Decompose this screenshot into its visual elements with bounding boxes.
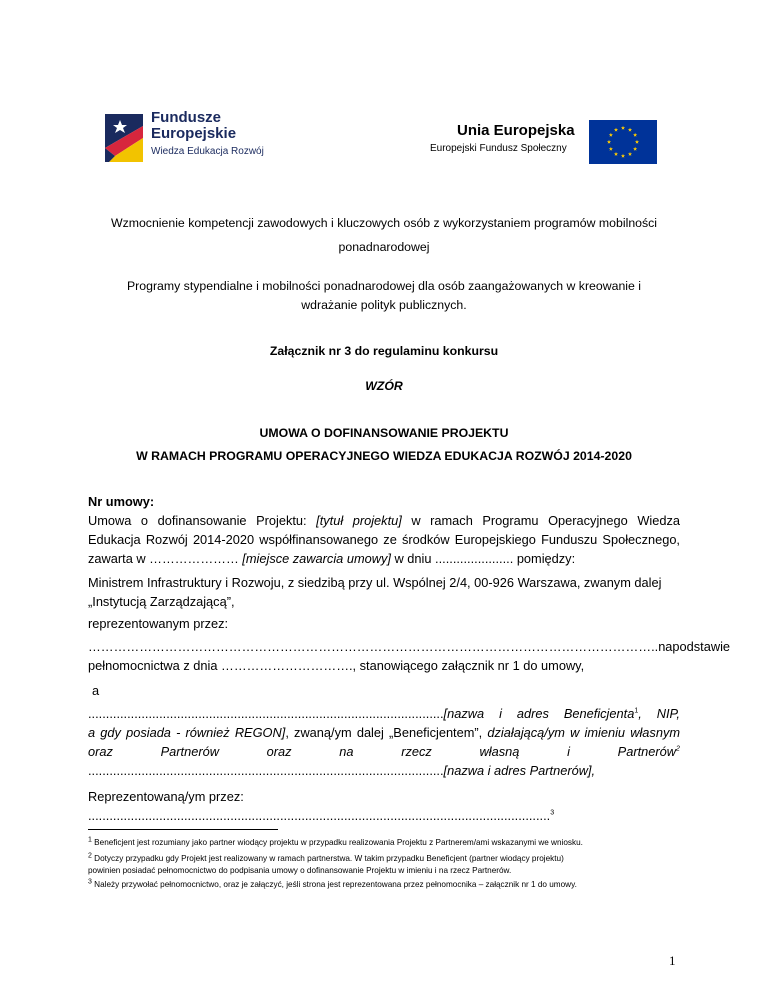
footnote-ref-1: 1 <box>634 707 639 715</box>
footnote-3-number: 3 <box>88 878 92 886</box>
footnote-2-text: Dotyczy przypadku gdy Projekt jest realizowany w ramach partnerstwa. W takim przypadku Beneficjent (partner wiodący projektu) <box>91 854 564 863</box>
p5-word: rzecz <box>401 744 432 759</box>
program-title-line2: wdrażanie polityk publicznych. <box>301 298 467 312</box>
p5-word: Partnerów <box>160 744 219 759</box>
program-title-line1: Programy stypendialne i mobilności ponadnarodowej dla osób zaangażowanych w kreowanie i <box>126 279 642 293</box>
fundusze-europejskie-mark-icon <box>103 112 145 164</box>
eu-logo-name: Unia Europejska <box>457 122 575 139</box>
footnote-3 <box>88 879 680 890</box>
dotted-line: .................................................................................................................................. <box>88 808 551 823</box>
p5-word: własną <box>479 744 520 759</box>
fe-logo-subtitle: Wiedza Edukacja Rozwój <box>151 146 264 157</box>
paragraph-1-line3 <box>88 549 680 568</box>
project-title-placeholder: [tytuł projektu] <box>316 513 402 528</box>
regon-placeholder: a gdy posiada - również REGON] <box>88 725 286 740</box>
paragraph-5-line2 <box>88 723 680 742</box>
eu-logo-subtitle: Europejski Fundusz Społeczny <box>430 143 567 154</box>
represented-by-label: reprezentowanym przez: <box>88 616 229 631</box>
paragraph-2-line2: „Instytucją Zarządzającą”, <box>88 594 235 609</box>
wzor-heading: WZÓR <box>365 379 403 393</box>
footnote-ref-2: 2 <box>676 745 680 753</box>
paragraph-1-line2: Edukacja Rozwój 2014-2020 współfinansowanego ze środków Europejskiego Funduszu Społecznego, <box>88 532 680 547</box>
fe-logo-line2: Europejskie <box>151 125 237 142</box>
p5-word: oraz <box>88 744 113 759</box>
paragraph-4-line2: pełnomocnictwa z dnia …………………………., stanowiącego załącznik nr 1 do umowy, <box>88 658 585 673</box>
paragraph-2-line1: Ministrem Infrastruktury i Rozwoju, z siedzibą przy ul. Wspólnej 2/4, 00-926 Warszawa, zwanym dalej <box>88 575 662 590</box>
p1-text: w dniu ...................... pomiędzy: <box>390 551 576 566</box>
p5-word: Partnerów <box>617 744 676 759</box>
footnote-separator <box>88 829 278 830</box>
paragraph-4-line1 <box>88 637 731 656</box>
footnote-3-text: Należy przywołać pełnomocnictwo, oraz je załączyć, jeśli strona jest reprezentowana przez pełnomocnika – załącznik nr 1 do umowy. <box>91 880 577 889</box>
place-placeholder: [miejsce zawarcia umowy] <box>242 551 391 566</box>
beneficiary-placeholder: [nazwa i adres Beneficjenta <box>443 706 635 721</box>
fe-logo-line1: Fundusze <box>151 109 221 126</box>
paragraph-5-line4 <box>88 761 680 780</box>
p5-text-italic: działającą/ym w imieniu własnym <box>487 725 681 740</box>
conjunction-a: a <box>92 683 100 698</box>
p4-word: podstawie <box>672 639 731 654</box>
footnote-ref-3: 3 <box>550 809 555 817</box>
footnote-1 <box>88 837 680 848</box>
footnote-1-number: 1 <box>88 836 92 844</box>
footnote-2 <box>88 853 680 864</box>
represented-by-label-2: Reprezentowaną/ym przez: <box>88 789 244 804</box>
p1-text: w ramach Programu Operacyjnego Wiedza <box>401 513 680 528</box>
paragraph-5-line3 <box>88 742 680 761</box>
footnote-1-text: Beneficjent jest rozumiany jako partner wiodący projektu w przypadku realizowania Projektu z Partnerem/ami wskazanymi we wniosku. <box>91 838 583 847</box>
p5-word-last <box>618 742 680 761</box>
dotted-line: …………………………………………………………………………………………………………………….. <box>88 639 659 654</box>
p5-word: i <box>567 744 570 759</box>
project-title-line2: ponadnarodowej <box>338 240 430 254</box>
p5-text: , zwaną/ym dalej „Beneficjentem”, <box>285 725 488 740</box>
page-number: 1 <box>669 953 676 968</box>
p5-text: , NIP, <box>638 706 680 721</box>
dotted-line: .................................................................................................... <box>88 763 444 778</box>
p5-word: na <box>339 744 354 759</box>
contract-title-line1: UMOWA O DOFINANSOWANIE PROJEKTU <box>259 426 509 440</box>
p1-text: zawarta w ………………… <box>88 551 243 566</box>
fundusze-europejskie-logo <box>103 110 278 166</box>
p5-word: oraz <box>266 744 292 759</box>
partners-placeholder: [nazwa i adres Partnerów], <box>443 763 596 778</box>
p1-text: Umowa o dofinansowanie Projektu: <box>88 513 317 528</box>
paragraph-1-line1 <box>88 511 680 530</box>
footnote-2-line2: powinien posiadać pełnomocnictwo do podpisania umowy o dofinansowanie Projektu w imieniu i na rzecz Partnerów. <box>88 866 512 875</box>
contract-title-line2: W RAMACH PROGRAMU OPERACYJNEGO WIEDZA EDUKACJA ROZWÓJ 2014-2020 <box>136 449 632 463</box>
p4-word: na <box>658 639 673 654</box>
annex-heading: Załącznik nr 3 do regulaminu konkursu <box>269 344 499 358</box>
footnote-2-number: 2 <box>88 852 92 860</box>
eu-flag-icon <box>589 120 657 164</box>
contract-number-label: Nr umowy: <box>88 494 155 509</box>
eu-logo <box>428 119 660 165</box>
project-title-line1: Wzmocnienie kompetencji zawodowych i kluczowych osób z wykorzystaniem programów mobilności <box>110 216 658 230</box>
paragraph-5-line1 <box>88 704 680 723</box>
paragraph-7 <box>88 806 680 825</box>
dotted-line: .................................................................................................... <box>88 706 444 721</box>
